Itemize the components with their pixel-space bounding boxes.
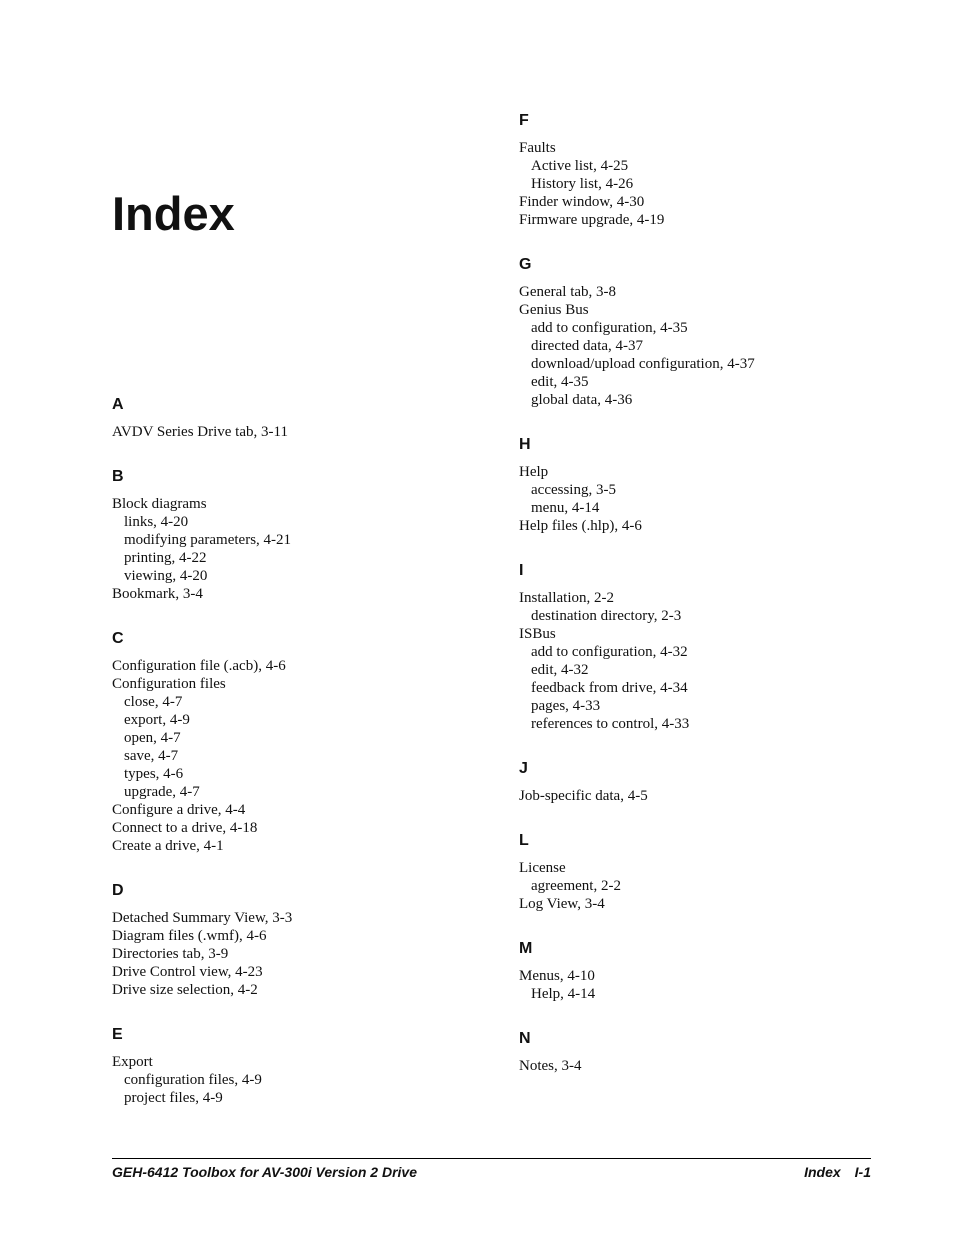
index-entry: ISBus: [519, 626, 556, 642]
index-entry: Connect to a drive, 4-18: [112, 820, 258, 836]
index-section-e: [112, 1023, 472, 1107]
index-subentry: feedback from drive, 4-34: [531, 680, 688, 696]
section-letter: C: [112, 630, 124, 647]
index-section-j: [519, 757, 879, 805]
index-column-right: [519, 109, 879, 1099]
index-section-n: [519, 1027, 879, 1075]
index-entry: AVDV Series Drive tab, 3-11: [112, 424, 288, 440]
index-subentry: destination directory, 2-3: [531, 608, 682, 624]
index-entry: Drive size selection, 4-2: [112, 982, 258, 998]
index-entry: Create a drive, 4-1: [112, 838, 224, 854]
section-letter: G: [519, 256, 532, 273]
section-letter: F: [519, 112, 529, 129]
index-subentry: configuration files, 4-9: [124, 1072, 262, 1088]
index-section-c: [112, 627, 472, 855]
index-entry: Help files (.hlp), 4-6: [519, 518, 642, 534]
index-subentry: printing, 4-22: [124, 550, 207, 566]
index-subentry: download/upload configuration, 4-37: [531, 356, 755, 372]
index-entry: Firmware upgrade, 4-19: [519, 212, 665, 228]
index-section-a: [112, 393, 472, 441]
index-subentry: add to configuration, 4-32: [531, 644, 688, 660]
index-subentry: pages, 4-33: [531, 698, 601, 714]
index-subentry: types, 4-6: [124, 766, 184, 782]
index-entry: Installation, 2-2: [519, 590, 614, 606]
index-section-i: [519, 559, 879, 733]
section-letter: D: [112, 882, 124, 899]
index-subentry: History list, 4-26: [531, 176, 634, 192]
index-section-d: [112, 879, 472, 999]
page-footer: [112, 1158, 871, 1181]
index-subentry: edit, 4-35: [531, 374, 589, 390]
index-entry: Directories tab, 3-9: [112, 946, 229, 962]
index-column-left: [112, 393, 472, 1131]
section-letter: L: [519, 832, 529, 849]
index-entry: Notes, 3-4: [519, 1058, 582, 1074]
footer-page-number: I-1: [854, 1164, 871, 1180]
index-subentry: agreement, 2-2: [531, 878, 621, 894]
index-entry: Configuration file (.acb), 4-6: [112, 658, 286, 674]
index-entry: Detached Summary View, 3-3: [112, 910, 293, 926]
section-letter: J: [519, 760, 528, 777]
index-subentry: upgrade, 4-7: [124, 784, 200, 800]
index-subentry: edit, 4-32: [531, 662, 589, 678]
index-entry: Log View, 3-4: [519, 896, 605, 912]
index-entry: Bookmark, 3-4: [112, 586, 203, 602]
index-entry: Drive Control view, 4-23: [112, 964, 263, 980]
index-subentry: Active list, 4-25: [531, 158, 629, 174]
section-letter: I: [519, 562, 524, 579]
index-entry: Help: [519, 464, 549, 480]
index-subentry: project files, 4-9: [124, 1090, 223, 1106]
index-entry: Export: [112, 1054, 153, 1070]
index-section-f: [519, 109, 879, 229]
index-subentry: export, 4-9: [124, 712, 190, 728]
index-entry: Block diagrams: [112, 496, 207, 512]
footer-page-info: [804, 1163, 871, 1181]
index-subentry: modifying parameters, 4-21: [124, 532, 292, 548]
section-letter: B: [112, 468, 124, 485]
index-section-g: [519, 253, 879, 409]
index-subentry: menu, 4-14: [531, 500, 600, 516]
index-entry: Finder window, 4-30: [519, 194, 645, 210]
index-section-b: [112, 465, 472, 603]
section-letter: N: [519, 1030, 531, 1047]
index-section-h: [519, 433, 879, 535]
index-entry: General tab, 3-8: [519, 284, 617, 300]
index-entry: Configuration files: [112, 676, 226, 692]
index-subentry: add to configuration, 4-35: [531, 320, 688, 336]
page-title: Index: [112, 187, 235, 240]
index-subentry: global data, 4-36: [531, 392, 633, 408]
index-subentry: close, 4-7: [124, 694, 183, 710]
index-entry: License: [519, 860, 566, 876]
index-subentry: links, 4-20: [124, 514, 189, 530]
index-section-l: [519, 829, 879, 913]
index-entry: Faults: [519, 140, 556, 156]
index-subentry: references to control, 4-33: [531, 716, 690, 732]
index-subentry: directed data, 4-37: [531, 338, 644, 354]
index-subentry: accessing, 3-5: [531, 482, 616, 498]
section-letter: M: [519, 940, 533, 957]
index-entry: Genius Bus: [519, 302, 589, 318]
index-subentry: Help, 4-14: [531, 986, 596, 1002]
index-section-m: [519, 937, 879, 1003]
footer-document-title: GEH-6412 Toolbox for AV-300i Version 2 Drive: [112, 1164, 417, 1180]
index-subentry: open, 4-7: [124, 730, 181, 746]
footer-section-name: Index: [804, 1164, 841, 1180]
index-entry: Job-specific data, 4-5: [519, 788, 648, 804]
section-letter: A: [112, 396, 124, 413]
index-entry: Menus, 4-10: [519, 968, 595, 984]
index-entry: Configure a drive, 4-4: [112, 802, 246, 818]
index-subentry: viewing, 4-20: [124, 568, 208, 584]
section-letter: H: [519, 436, 531, 453]
section-letter: E: [112, 1026, 123, 1043]
index-entry: Diagram files (.wmf), 4-6: [112, 928, 267, 944]
index-subentry: save, 4-7: [124, 748, 179, 764]
